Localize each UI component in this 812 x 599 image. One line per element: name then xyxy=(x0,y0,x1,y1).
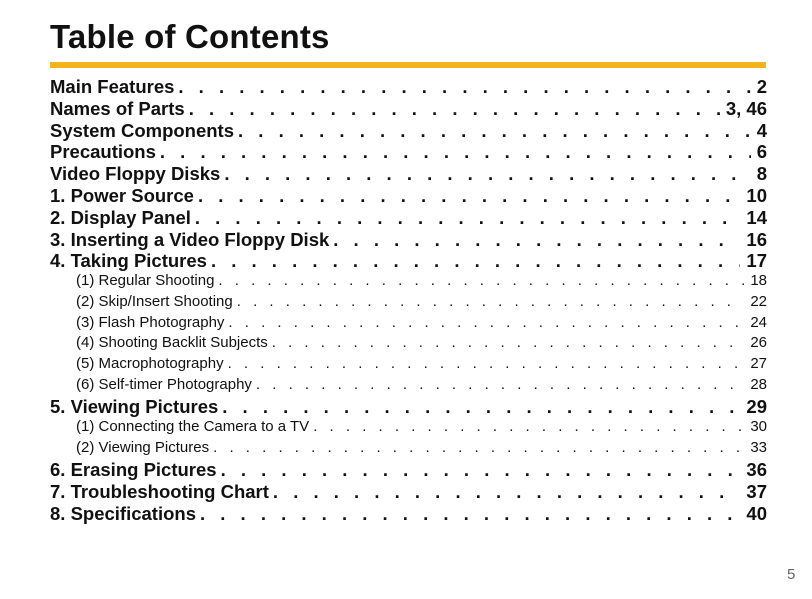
toc-entry-label: Main Features xyxy=(50,76,175,97)
toc-entry-label: (1) Connecting the Camera to a TV xyxy=(76,418,310,436)
toc-subentry[interactable] xyxy=(50,355,767,376)
toc-entry[interactable] xyxy=(50,250,767,272)
toc-entry-label: (4) Shooting Backlit Subjects xyxy=(76,334,268,352)
dot-leader xyxy=(200,503,740,525)
toc-entry-page: 24 xyxy=(750,313,767,331)
toc-entry[interactable] xyxy=(50,396,767,418)
dot-leader xyxy=(195,207,741,229)
toc-entry-page: 22 xyxy=(750,292,767,310)
toc-entry-page: 40 xyxy=(746,503,767,525)
toc-entry-label: (5) Macrophotography xyxy=(76,354,224,372)
toc-entry[interactable] xyxy=(50,76,767,98)
toc-entry-label: System Components xyxy=(50,119,235,141)
dot-leader xyxy=(238,120,751,142)
toc-subentry[interactable] xyxy=(50,376,767,397)
toc-entry-page: 37 xyxy=(746,481,767,503)
toc-entry[interactable] xyxy=(50,98,767,120)
toc-entry[interactable] xyxy=(50,459,767,481)
toc-entry-label: 7. Troubleshooting Chart xyxy=(50,481,269,503)
toc-entry-page: 4 xyxy=(756,119,767,141)
dot-leader xyxy=(228,314,744,331)
dot-leader xyxy=(218,272,744,289)
toc-subentry[interactable] xyxy=(50,314,767,335)
toc-subentry[interactable] xyxy=(50,334,767,355)
dot-leader xyxy=(313,418,744,435)
toc-entry-page: 16 xyxy=(746,228,767,250)
toc-entry[interactable] xyxy=(50,120,767,142)
dot-leader xyxy=(273,481,741,503)
toc-entry[interactable] xyxy=(50,207,767,229)
toc-entry-label: (1) Regular Shooting xyxy=(76,272,215,290)
toc-entry-page: 29 xyxy=(746,396,767,418)
toc-entry-label: 3. Inserting a Video Floppy Disk xyxy=(50,228,330,250)
toc-entry-page: 27 xyxy=(750,354,767,372)
toc-entry-label: 5. Viewing Pictures xyxy=(50,396,219,418)
toc-entry-page: 36 xyxy=(746,459,767,481)
toc-entry-label: (6) Self-timer Photography xyxy=(76,375,252,393)
toc-entry-page: 3, 46 xyxy=(725,97,767,119)
dot-leader xyxy=(256,376,744,393)
dot-leader xyxy=(211,250,740,272)
dot-leader xyxy=(178,76,750,98)
dot-leader xyxy=(221,459,741,481)
toc-entry-page: 18 xyxy=(750,272,767,290)
toc-entry-label: Precautions xyxy=(50,141,156,163)
toc-entry[interactable] xyxy=(50,141,767,163)
toc-entry-page: 10 xyxy=(746,184,767,206)
toc-entry-label: 2. Display Panel xyxy=(50,206,191,228)
toc-entry-label: 6. Erasing Pictures xyxy=(50,459,217,481)
toc-entry-page: 8 xyxy=(756,163,767,185)
accent-rule xyxy=(50,62,766,68)
toc-entry[interactable] xyxy=(50,185,767,207)
page-title: Table of Contents xyxy=(50,18,330,55)
dot-leader xyxy=(272,334,745,351)
toc-entry-label: 1. Power Source xyxy=(50,184,194,206)
toc-entry-page: 17 xyxy=(746,250,767,272)
toc-entry-page: 14 xyxy=(746,206,767,228)
title-underline xyxy=(50,62,766,68)
dot-leader xyxy=(189,98,720,120)
page-number: 5 xyxy=(787,566,796,583)
toc-entry-label: (2) Viewing Pictures xyxy=(76,438,210,456)
toc-entry-label: Video Floppy Disks xyxy=(50,163,221,185)
toc-entry[interactable] xyxy=(50,163,767,185)
dot-leader xyxy=(160,141,751,163)
toc-entry-page: 26 xyxy=(750,334,767,352)
dot-leader xyxy=(222,396,740,418)
toc-entry-label: (3) Flash Photography xyxy=(76,313,225,331)
toc-entry[interactable] xyxy=(50,503,767,525)
toc-entry-label: 8. Specifications xyxy=(50,503,196,525)
toc-subentry[interactable] xyxy=(50,272,767,293)
dot-leader xyxy=(213,439,744,456)
toc-subentry[interactable] xyxy=(50,293,767,314)
toc-list xyxy=(50,76,767,525)
toc-subentry[interactable] xyxy=(50,439,767,460)
toc-entry-page: 30 xyxy=(750,418,767,436)
dot-leader xyxy=(198,185,740,207)
dot-leader xyxy=(228,355,745,372)
toc-subentry[interactable] xyxy=(50,418,767,439)
toc-entry[interactable] xyxy=(50,229,767,251)
dot-leader xyxy=(224,163,750,185)
toc-entry-page: 6 xyxy=(756,141,767,163)
toc-entry-label: 4. Taking Pictures xyxy=(50,250,207,272)
toc-entry[interactable] xyxy=(50,481,767,503)
toc-entry-label: (2) Skip/Insert Shooting xyxy=(76,292,233,310)
toc-entry-page: 2 xyxy=(756,76,767,97)
toc-entry-label: Names of Parts xyxy=(50,97,185,119)
toc-entry-page: 33 xyxy=(750,438,767,456)
dot-leader xyxy=(237,293,745,310)
toc-entry-page: 28 xyxy=(750,375,767,393)
dot-leader xyxy=(333,229,740,251)
